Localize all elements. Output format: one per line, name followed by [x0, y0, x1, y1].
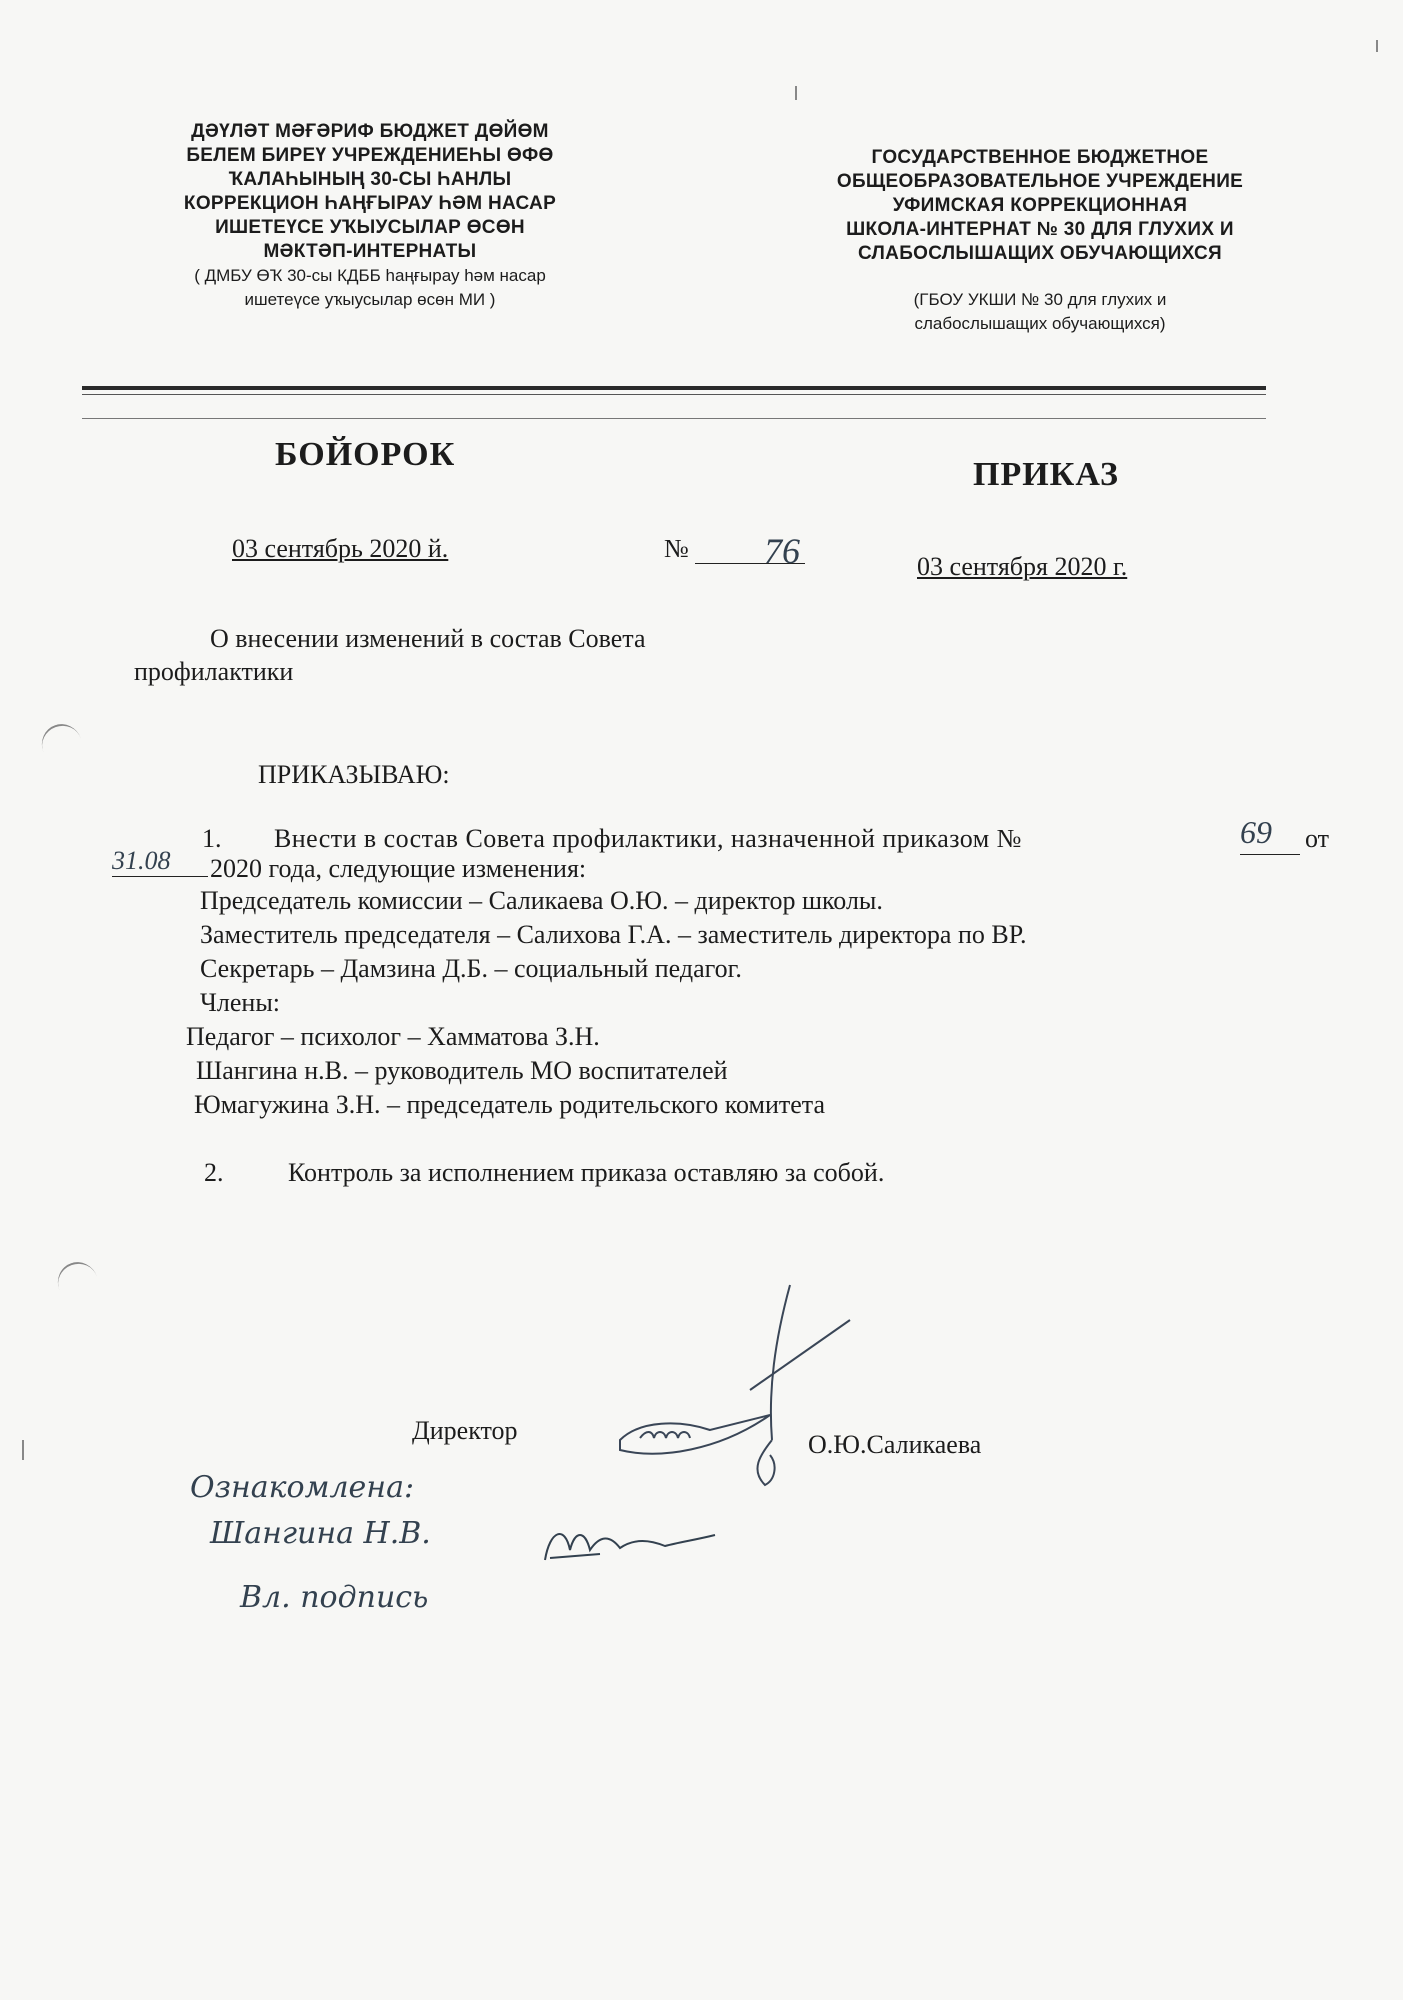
list-item: Юмагужина З.Н. – председатель родительского комитета: [194, 1090, 826, 1119]
punch-hole-mark: [36, 718, 88, 771]
header-right-line: ОБЩЕОБРАЗОВАТЕЛЬНОЕ УЧРЕЖДЕНИЕ: [836, 171, 1244, 192]
ref-number-handwritten: 69: [1240, 814, 1272, 850]
header-right-russian: [800, 146, 1280, 336]
header-left-bashkir: [120, 120, 620, 312]
ref-date-handwritten: 31.08: [112, 846, 171, 875]
handwritten-ack-line: Шангина Н.В.: [210, 1516, 431, 1551]
signature-name: О.Ю.Саликаева: [808, 1430, 982, 1459]
header-left-line: ҠАЛАҺЫНЫҢ 30-СЫ ҺАНЛЫ: [228, 169, 512, 190]
handwritten-ack-line: Ознакомлена:: [190, 1470, 415, 1505]
header-right-short: (ГБОУ УКШИ № 30 для глухих и: [913, 290, 1167, 309]
order-heading: ПРИКАЗЫВАЮ:: [258, 760, 450, 789]
order-number-handwritten: 76: [764, 531, 800, 571]
signature-role: Директор: [412, 1416, 518, 1445]
header-divider-thin: [82, 418, 1266, 419]
header-right-short: слабослышащих обучающихся): [914, 314, 1166, 333]
order-item-2: [204, 1158, 884, 1188]
director-signature: [600, 1280, 860, 1510]
header-right-line: ГОСУДАРСТВЕННОЕ БЮДЖЕТНОЕ: [871, 147, 1209, 168]
list-item: Заместитель председателя – Салихова Г.А. – заместитель директора по ВР.: [200, 920, 1027, 949]
list-item: Председатель комиссии – Саликаева О.Ю. – директор школы.: [200, 886, 883, 915]
subject-line: профилактики: [134, 657, 294, 686]
date-russian: 03 сентября 2020 г.: [917, 552, 1128, 581]
list-item: Шангина н.В. – руководитель МО воспитателей: [196, 1056, 728, 1085]
item-number: 2.: [204, 1158, 224, 1187]
title-russian: ПРИКАЗ: [973, 456, 1119, 493]
list-item: Педагог – психолог – Хамматова З.Н.: [186, 1022, 600, 1051]
title-bashkir: БОЙОРОК: [275, 436, 456, 473]
item-text: Внести в состав Совета профилактики, назначенной приказом №: [274, 824, 1022, 853]
scan-mark: [795, 86, 797, 100]
item-text-ot: от: [1305, 824, 1330, 853]
item-text-continued: 2020 года, следующие изменения:: [210, 854, 587, 883]
subject-line: О внесении изменений в состав Совета: [210, 624, 646, 653]
header-divider-thin: [82, 394, 1266, 395]
header-right-line: УФИМСКАЯ КОРРЕКЦИОННАЯ: [892, 195, 1188, 216]
list-item: Секретарь – Дамзина Д.Б. – социальный педагог.: [200, 954, 742, 983]
order-heading-block: [150, 758, 450, 792]
item-number: 1.: [202, 824, 222, 853]
date-bashkir: 03 сентябрь 2020 й.: [232, 534, 449, 563]
item-text: Контроль за исполнением приказа оставляю за собой.: [288, 1158, 885, 1187]
header-left-short: ( ДМБУ ӨҠ 30-сы КДББ һаңғырау һәм насар: [194, 266, 546, 285]
header-divider: [82, 386, 1266, 390]
ref-number-underline: [1240, 854, 1300, 855]
header-left-line: БЕЛЕМ БИРЕҮ УЧРЕЖДЕНИЕҺЫ ӨФӨ: [186, 145, 554, 166]
order-subject: [134, 622, 646, 688]
header-left-line: КОРРЕКЦИОН ҺАҢҒЫРАУ ҺӘМ НАСАР: [183, 193, 557, 214]
scan-mark: [1376, 40, 1378, 52]
header-left-line: МӘКТӘП-ИНТЕРНАТЫ: [263, 241, 477, 262]
order-item-1: [202, 824, 1022, 854]
punch-hole-mark: [52, 1256, 104, 1309]
number-label: №: [664, 534, 689, 563]
header-right-line: СЛАБОСЛЫШАЩИХ ОБУЧАЮЩИХСЯ: [858, 243, 1222, 264]
header-left-line: ДӘҮЛӘТ МӘҒӘРИФ БЮДЖЕТ ДӨЙӨМ: [191, 121, 549, 142]
header-left-line: ИШЕТЕҮСЕ УҠЫУСЫЛАР ӨСӨН: [215, 217, 525, 238]
ref-date-underline: [112, 876, 208, 877]
scan-mark: [22, 1440, 24, 1460]
handwritten-ack-line: Вл. подпись: [240, 1580, 429, 1615]
header-left-short: ишетеүсе уҡыусылар өсөн МИ ): [244, 290, 496, 309]
list-item: Члены:: [200, 988, 281, 1017]
council-member-list: [186, 884, 1027, 1122]
header-right-line: ШКОЛА-ИНТЕРНАТ № 30 ДЛЯ ГЛУХИХ И: [846, 219, 1234, 240]
handwritten-signature: [540, 1520, 720, 1570]
